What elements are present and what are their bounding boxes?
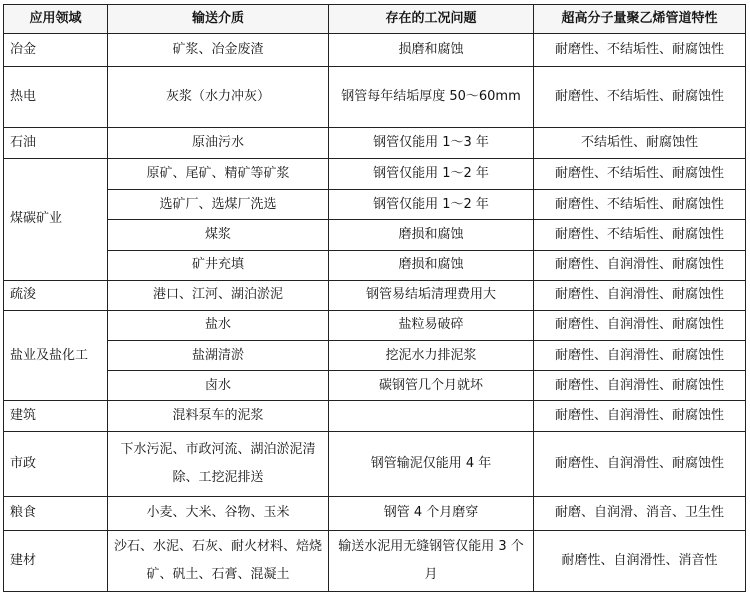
cell-problem	[329, 401, 534, 431]
cell-feature: 耐磨性、不结垢性、耐腐蚀性	[534, 158, 746, 189]
cell-feature: 不结垢性、耐腐蚀性	[534, 127, 746, 158]
cell-domain: 粮食	[4, 497, 108, 530]
cell-medium: 矿井充填	[108, 250, 329, 280]
cell-domain: 石油	[4, 127, 108, 158]
header-medium: 输送介质	[108, 5, 329, 34]
cell-problem: 钢管仅能用 1～2 年	[329, 190, 534, 220]
cell-domain: 热电	[4, 67, 108, 127]
cell-domain: 建材	[4, 530, 108, 591]
cell-feature: 耐磨性、自润滑性、消音性	[534, 530, 746, 591]
cell-problem: 钢管 4 个月磨穿	[329, 497, 534, 530]
cell-medium: 灰浆（水力冲灰）	[108, 67, 329, 127]
cell-medium: 沙石、水泥、石灰、耐火材料、焙烧矿、矾土、石膏、混凝土	[108, 530, 329, 591]
cell-medium: 盐湖清淤	[108, 341, 329, 371]
header-problem: 存在的工况问题	[329, 5, 534, 34]
cell-feature: 耐磨性、自润滑性、耐腐蚀性	[534, 431, 746, 497]
table-row	[4, 280, 746, 310]
cell-medium: 原油污水	[108, 127, 329, 158]
cell-feature: 耐磨性、自润滑性、耐腐蚀性	[534, 371, 746, 401]
cell-feature: 耐磨性、自润滑性、耐腐蚀性	[534, 250, 746, 280]
cell-problem: 钢管仅能用 1～3 年	[329, 127, 534, 158]
cell-medium: 卤水	[108, 371, 329, 401]
cell-feature: 耐磨性、自润滑性、耐腐蚀性	[534, 401, 746, 431]
table-row	[4, 401, 746, 431]
table-row	[4, 127, 746, 158]
cell-problem: 钢管易结垢清理费用大	[329, 280, 534, 310]
application-table	[3, 4, 746, 592]
table-row	[4, 34, 746, 67]
cell-medium: 原矿、尾矿、精矿等矿浆	[108, 158, 329, 189]
cell-medium: 选矿厂、选煤厂洗选	[108, 190, 329, 220]
table-row	[4, 310, 746, 340]
cell-problem: 磨损和腐蚀	[329, 220, 534, 250]
cell-problem: 磨损和腐蚀	[329, 250, 534, 280]
cell-problem: 挖泥水力排泥浆	[329, 341, 534, 371]
cell-problem: 钢管仅能用 1～2 年	[329, 158, 534, 189]
cell-feature: 耐磨性、不结垢性、耐腐蚀性	[534, 190, 746, 220]
table-row	[4, 158, 746, 189]
cell-feature: 耐磨性、不结垢性、耐腐蚀性	[534, 67, 746, 127]
table-row	[4, 497, 746, 530]
cell-problem: 碳钢管几个月就坏	[329, 371, 534, 401]
table-row	[4, 371, 746, 401]
table-row	[4, 341, 746, 371]
cell-medium: 矿浆、冶金废渣	[108, 34, 329, 67]
table-row	[4, 190, 746, 220]
cell-feature: 耐磨性、不结垢性、耐腐蚀性	[534, 34, 746, 67]
cell-domain: 建筑	[4, 401, 108, 431]
table-row	[4, 431, 746, 497]
cell-domain: 疏浚	[4, 280, 108, 310]
table-row	[4, 220, 746, 250]
cell-domain: 市政	[4, 431, 108, 497]
table-row	[4, 250, 746, 280]
header-feature: 超高分子量聚乙烯管道特性	[534, 5, 746, 34]
table-row	[4, 530, 746, 591]
cell-domain: 盐业及盐化工	[4, 310, 108, 401]
cell-medium: 煤浆	[108, 220, 329, 250]
cell-feature: 耐磨性、自润滑性、耐腐蚀性	[534, 341, 746, 371]
header-domain: 应用领域	[4, 5, 108, 34]
header-row	[4, 5, 746, 34]
cell-feature: 耐磨性、自润滑性、耐腐蚀性	[534, 280, 746, 310]
cell-medium: 盐水	[108, 310, 329, 340]
cell-feature: 耐磨性、自润滑性、耐腐蚀性	[534, 310, 746, 340]
cell-medium: 小麦、大米、谷物、玉米	[108, 497, 329, 530]
cell-domain: 煤碳矿业	[4, 158, 108, 280]
cell-medium: 下水污泥、市政河流、湖泊淤泥清除、工挖泥排送	[108, 431, 329, 497]
cell-problem: 钢管每年结垢厚度 50～60mm	[329, 67, 534, 127]
cell-feature: 耐磨性、不结垢性、耐腐蚀性	[534, 220, 746, 250]
cell-problem: 输送水泥用无缝钢管仅能用 3 个月	[329, 530, 534, 591]
cell-medium: 混料泵车的泥浆	[108, 401, 329, 431]
cell-feature: 耐磨、自润滑、消音、卫生性	[534, 497, 746, 530]
cell-problem: 盐粒易破碎	[329, 310, 534, 340]
table-row	[4, 67, 746, 127]
cell-medium: 港口、江河、湖泊淤泥	[108, 280, 329, 310]
cell-domain: 冶金	[4, 34, 108, 67]
cell-problem: 钢管输泥仅能用 4 年	[329, 431, 534, 497]
cell-problem: 损磨和腐蚀	[329, 34, 534, 67]
